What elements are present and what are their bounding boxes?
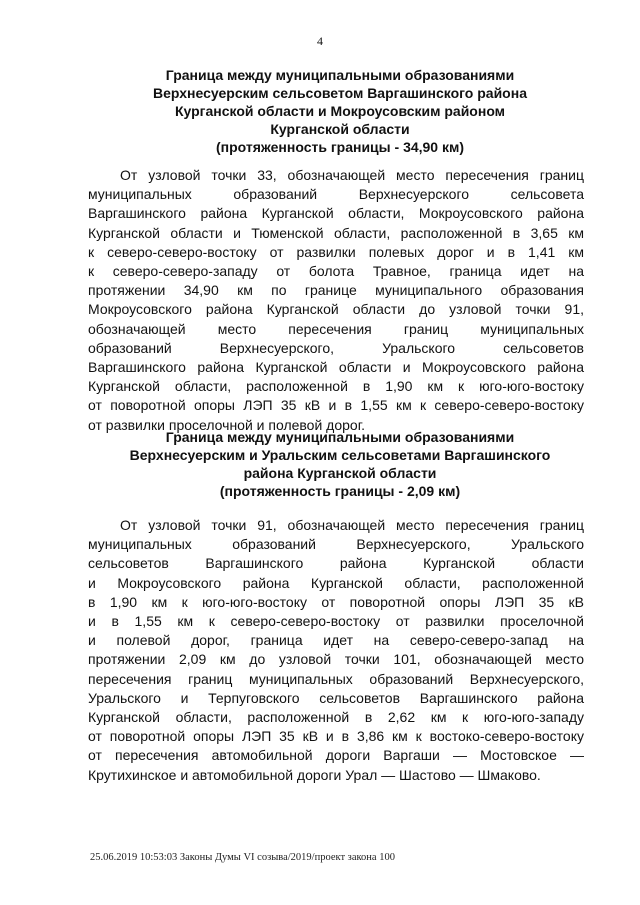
paragraph-line: от поворотной опоры ЛЭП 35 кВ и в 3,86 км к востоко-северо-востоку xyxy=(88,728,584,745)
paragraph-line: и полевой дорог, граница идет на северо-северо-запад на xyxy=(88,632,584,649)
paragraph-line: от поворотной опоры ЛЭП 35 кВ и в 1,55 км к северо-северо-востоку xyxy=(88,397,584,414)
heading-length-line: (протяженность границы - 2,09 км) xyxy=(219,483,461,499)
heading-line: Курганской области xyxy=(270,121,410,137)
paragraph-line: обозначающей место пересечения границ муниципальных xyxy=(88,320,584,337)
paragraph-line: протяжении 34,90 км по границе муниципального образования xyxy=(88,282,584,299)
paragraph-line: от пересечения автомобильной дороги Варгаши — Мостовское — xyxy=(88,747,584,764)
heading-line: Курганской области и Мокроусовским районом xyxy=(174,103,506,119)
paragraph-line: образований Верхнесуерского, Уральского сельсоветов xyxy=(88,339,584,356)
paragraph-line: Варгашинского района Курганской области, Мокроусовского района xyxy=(88,205,584,222)
paragraph-line: муниципальных образований Верхнесуерского сельсовета xyxy=(88,186,584,203)
paragraph-line: Курганской области и Тюменской области, расположенной в 3,65 км xyxy=(88,224,584,241)
paragraph-line: в 1,90 км к юго-юго-востоку от поворотной опоры ЛЭП 35 кВ xyxy=(88,593,584,610)
heading-line: района Курганской области xyxy=(243,465,437,481)
paragraph-line: Крутихинское и автомобильной дороги Урал — Шастово — Шмаково. xyxy=(88,766,541,783)
paragraph-line: сельсоветов Варгашинского района Курганской области xyxy=(88,555,584,572)
paragraph-line: и в 1,55 км к северо-северо-востоку от развилки проселочной xyxy=(88,613,584,630)
paragraph-line: и Мокроусовского района Курганской области, расположенной xyxy=(88,574,584,591)
heading-length-line: (протяженность границы - 34,90 км) xyxy=(215,139,465,155)
heading-line: Граница между муниципальными образованиями xyxy=(165,429,515,445)
paragraph-line: протяжении 2,09 км до узловой точки 101, обозначающей место xyxy=(88,651,584,668)
heading-line: Граница между муниципальными образованиями xyxy=(165,67,515,83)
paragraph-line: к северо-северо-востоку от развилки полевых дорог и в 1,41 км xyxy=(88,243,584,260)
paragraph-line: к северо-северо-западу от болота Травное, граница идет на xyxy=(88,263,584,280)
heading-line: Верхнесуерским сельсоветом Варгашинского района xyxy=(153,85,527,101)
heading-line: Верхнесуерским и Уральским сельсоветами Варгашинского xyxy=(129,447,551,463)
section-2-paragraph xyxy=(88,516,584,785)
paragraph-line: от развилки проселочной и полевой дорог. xyxy=(88,416,365,433)
document-footer: 25.06.2019 10:53:03 Законы Думы VI созыва/2019/проект закона 100 xyxy=(90,852,395,863)
paragraph-line: От узловой точки 91, обозначающей место пересечения границ xyxy=(120,517,584,533)
paragraph-line: От узловой точки 33, обозначающей место пересечения границ xyxy=(120,167,584,183)
paragraph-line: муниципальных образований Верхнесуерского, Уральского xyxy=(88,536,584,553)
paragraph-line: Варгашинского района Курганской области и Мокроусовского района xyxy=(88,359,584,376)
section-1-paragraph xyxy=(88,166,584,435)
paragraph-line: Курганской области, расположенной в 2,62 км к юго-юго-западу xyxy=(88,709,584,726)
paragraph-line: Мокроусовского района Курганской области до узловой точки 91, xyxy=(88,301,584,318)
page-number: 4 xyxy=(317,34,323,48)
section-2-heading xyxy=(96,428,584,500)
paragraph-line: Курганской области, расположенной в 1,90 км к юго-юго-востоку xyxy=(88,378,584,395)
paragraph-line: Уральского и Терпуговского сельсоветов Варгашинского района xyxy=(88,689,584,706)
paragraph-line: пересечения границ муниципальных образований Верхнесуерского, xyxy=(88,670,584,687)
section-1-heading xyxy=(96,66,584,156)
